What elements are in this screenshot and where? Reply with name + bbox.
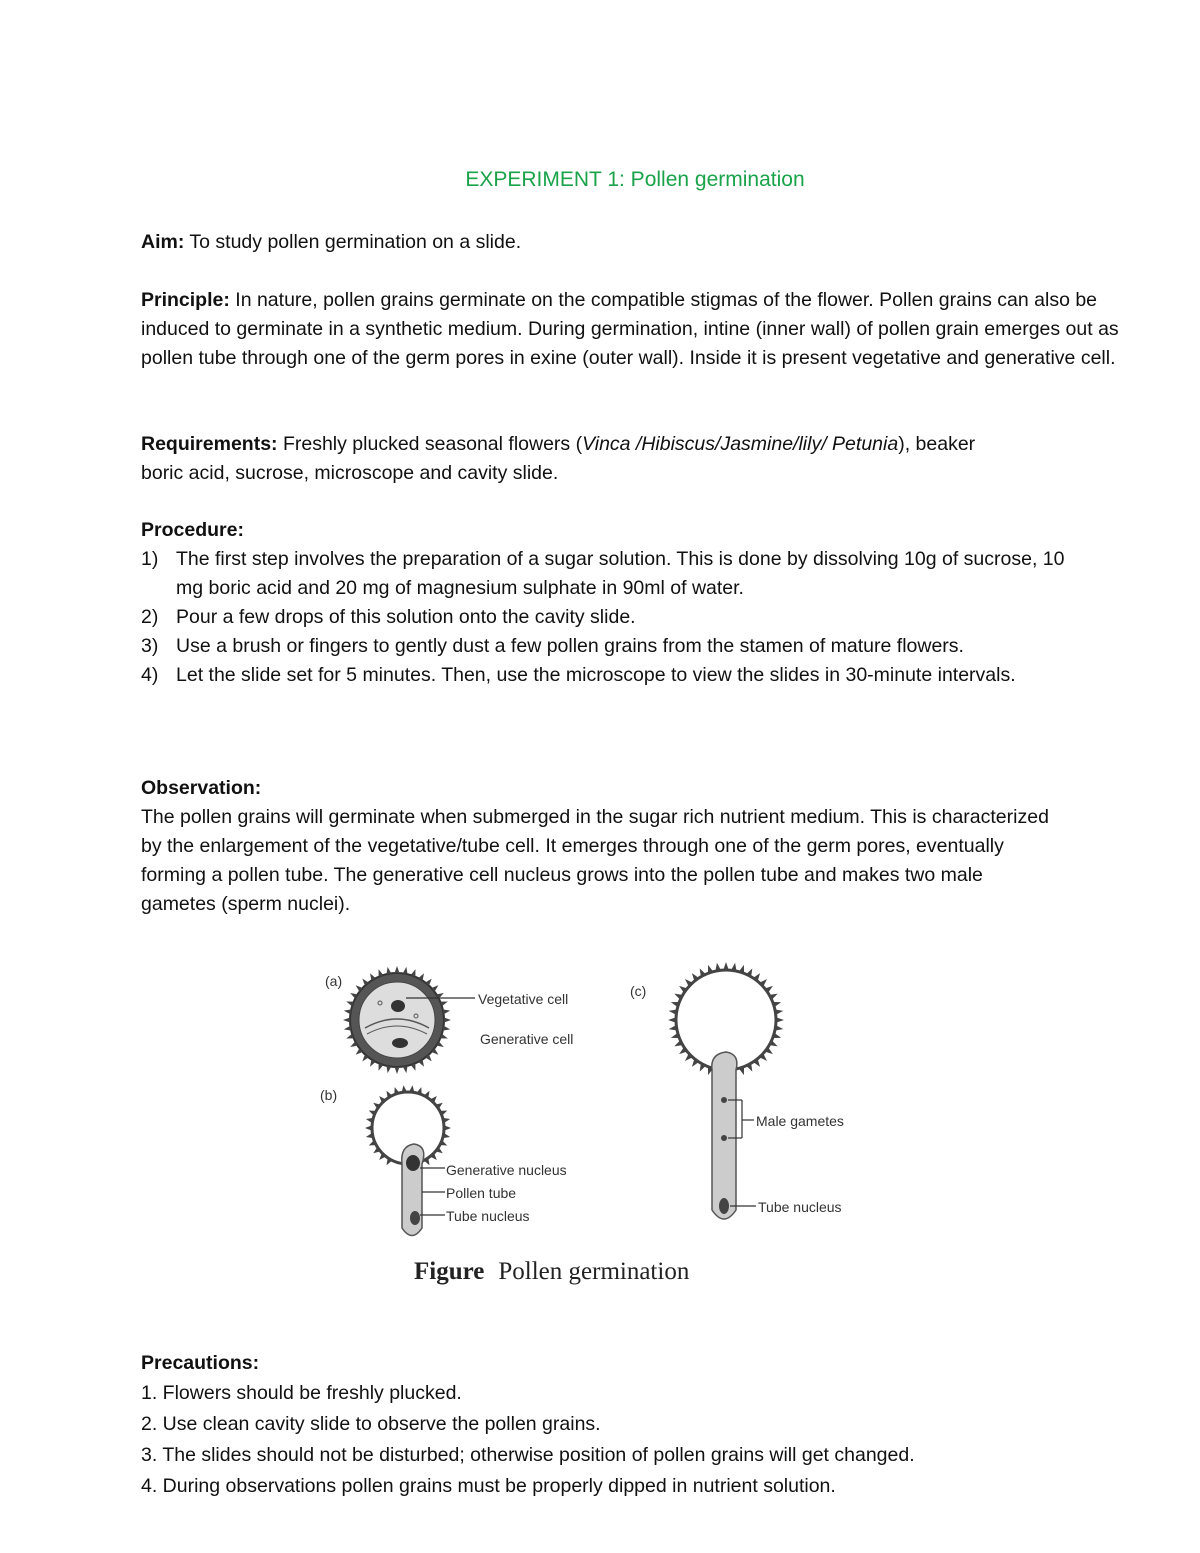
observation-text: The pollen grains will germinate when submerged in the sugar rich nutrient medium. This is characterized by the enlargement of the vegetative/tube cell. It emerges through one of the germ pores, eventually forming a pollen tube. The generative cell nucleus grows into the pollen tube and makes two male gametes (sperm nuclei). <box>141 806 1049 915</box>
precautions-section <box>141 1349 1141 1502</box>
exine-spike <box>344 1009 351 1014</box>
requirements-label: Requirements: <box>141 433 278 455</box>
observation-label: Observation: <box>141 777 262 799</box>
aim-text: To study pollen germination on a slide. <box>184 231 522 253</box>
precaution-item: 4. During observations pollen grains must be properly dipped in nutrient solution. <box>141 1475 836 1497</box>
exine-spike <box>732 963 737 970</box>
label-male-gametes: Male gametes <box>756 1113 844 1129</box>
label-vegetative-cell: Vegetative cell <box>478 991 569 1007</box>
requirements-paragraph <box>141 430 1141 488</box>
exine-spike <box>344 1026 351 1031</box>
requirements-text-end: ), beaker <box>898 433 976 455</box>
exine-spike <box>366 1133 372 1138</box>
precaution-item: 1. Flowers should be freshly plucked. <box>141 1382 462 1404</box>
figure-diagram <box>310 958 910 1258</box>
exine-spike <box>724 962 729 969</box>
requirements-line2: boric acid, sucrose, microscope and cavity slide. <box>141 462 559 484</box>
exine-spike <box>776 1026 783 1031</box>
label-generative-cell: Generative cell <box>480 1031 574 1047</box>
exine-spike <box>403 1066 408 1073</box>
exine-spike <box>444 1018 451 1023</box>
principle-label: Principle: <box>141 289 230 311</box>
exine-spike <box>716 963 721 970</box>
procedure-step: 2) Pour a few drops of this solution onto the cavity slide. <box>141 606 636 628</box>
requirements-flowers: Vinca /Hibiscus/Jasmine/lily/ Petunia <box>582 433 899 455</box>
aim-paragraph <box>141 228 1141 257</box>
procedure-step: 3) Use a brush or fingers to gently dust a few pollen grains from the stamen of mature flowers. <box>141 635 964 657</box>
exine-spike <box>386 1066 391 1073</box>
panel-a-label: (a) <box>325 973 343 989</box>
pollen-grain-a <box>350 973 475 1067</box>
precaution-item: 2. Use clean cavity slide to observe the pollen grains. <box>141 1413 601 1435</box>
figure-caption-label: Figure <box>414 1258 485 1285</box>
exine-spike <box>343 1018 350 1023</box>
exine-spike <box>445 1126 451 1131</box>
requirements-text: Freshly plucked seasonal flowers ( <box>277 433 583 455</box>
observation-section <box>141 774 1061 919</box>
exine-spike <box>386 967 391 974</box>
exine-spike <box>669 1026 676 1031</box>
procedure-step: 4) Let the slide set for 5 minutes. Then, use the microscope to view the slides in 30-minute intervals. <box>141 664 1016 686</box>
exine-spike <box>443 1026 450 1031</box>
procedure-list <box>141 545 1141 690</box>
procedure-label: Procedure: <box>141 519 244 541</box>
procedure-step: 1) The first step involves the preparation of a sugar solution. This is done by dissolving 10g of sucrose, 10 mg boric acid and 20 mg of magnesium sulphate in 90ml of water. <box>141 548 1065 599</box>
label-tube-nucleus-c: Tube nucleus <box>758 1199 842 1215</box>
pollen-grain-b <box>372 1092 445 1236</box>
label-tube-nucleus-b: Tube nucleus <box>446 1208 530 1224</box>
panel-c-label: (c) <box>630 983 647 999</box>
pollen-grain-c <box>676 970 776 1219</box>
figure-caption <box>414 1258 689 1286</box>
exine-spike <box>443 1009 450 1014</box>
page-title: EXPERIMENT 1: Pollen germination <box>465 168 805 191</box>
procedure-section <box>141 516 1141 690</box>
exine-spike <box>669 1010 676 1015</box>
pollen-germination-figure <box>310 958 910 1298</box>
exine-spike <box>668 1018 675 1023</box>
exine-spike <box>410 1085 415 1091</box>
principle-text: In nature, pollen grains germinate on the compatible stigmas of the flower. Pollen grains can also be induced to germinate in a synthetic medium. During germination, intine (inner wall) of pollen grain emerges out as pollen tube through one of the germ pores in exine (outer wall). Inside it is present vegetative and generative cell. <box>141 289 1119 369</box>
aim-label: Aim: <box>141 231 185 253</box>
exine-spike <box>365 1126 371 1131</box>
label-generative-nucleus: Generative nucleus <box>446 1162 567 1178</box>
figure-caption-text: Pollen germination <box>498 1258 690 1285</box>
exine-spike <box>403 967 408 974</box>
exine-spike <box>395 966 400 973</box>
exine-spike <box>776 1010 783 1015</box>
precautions-label: Precautions: <box>141 1352 260 1374</box>
label-pollen-tube: Pollen tube <box>446 1185 517 1201</box>
precaution-item: 3. The slides should not be disturbed; otherwise position of pollen grains will get changed. <box>141 1444 915 1466</box>
exine-spike <box>366 1118 372 1123</box>
principle-paragraph <box>141 286 1141 373</box>
panel-b-label: (b) <box>320 1087 338 1103</box>
exine-spike <box>777 1018 784 1023</box>
exine-spike <box>444 1133 450 1138</box>
exine-spike <box>395 1067 400 1074</box>
exine-spike <box>402 1085 407 1091</box>
exine-spike <box>444 1118 450 1123</box>
